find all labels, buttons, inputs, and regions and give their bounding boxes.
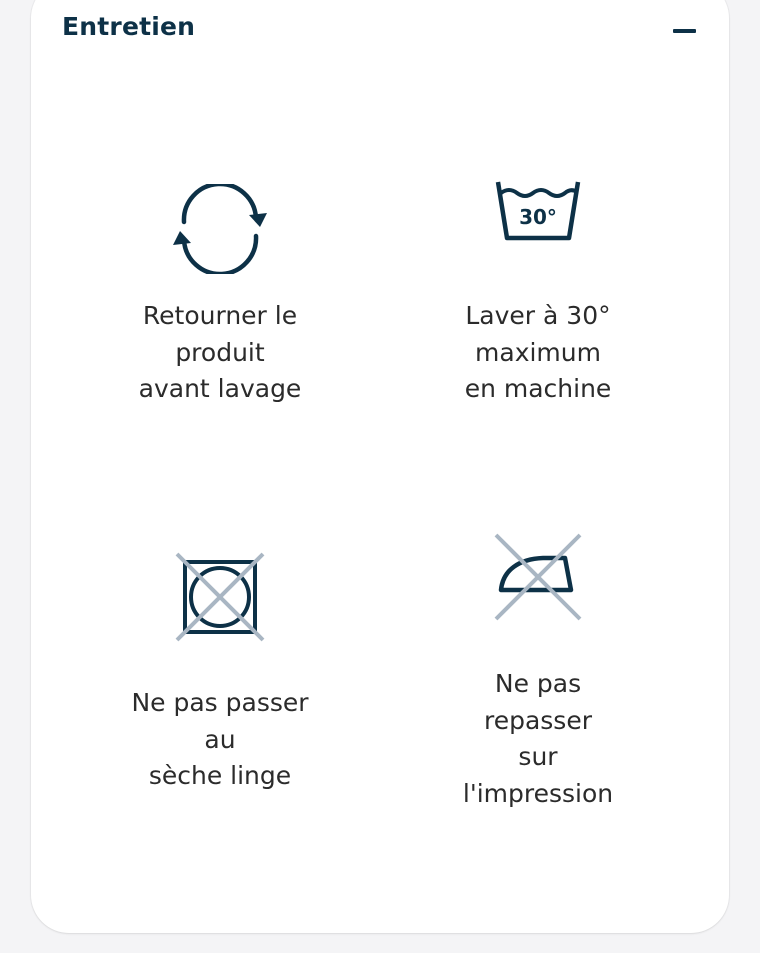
care-label: Retourner le produit avant lavage xyxy=(138,301,302,403)
minus-icon xyxy=(673,29,696,33)
no-tumble-dry-icon xyxy=(55,552,385,642)
care-label: Ne pas passer au sèche linge xyxy=(131,688,309,790)
wash-30-icon xyxy=(373,176,703,246)
turn-inside-out-icon xyxy=(55,184,385,274)
no-iron-icon xyxy=(373,532,703,622)
care-label: Ne pas repasser sur l'impression xyxy=(462,669,614,808)
care-section-header[interactable] xyxy=(31,0,729,60)
section-title: Entretien xyxy=(62,12,196,41)
wash-temperature-text: 30° xyxy=(519,205,557,229)
care-label: Laver à 30° maximum en machine xyxy=(464,301,612,403)
care-section-card xyxy=(31,0,729,933)
collapse-button[interactable] xyxy=(667,14,701,48)
